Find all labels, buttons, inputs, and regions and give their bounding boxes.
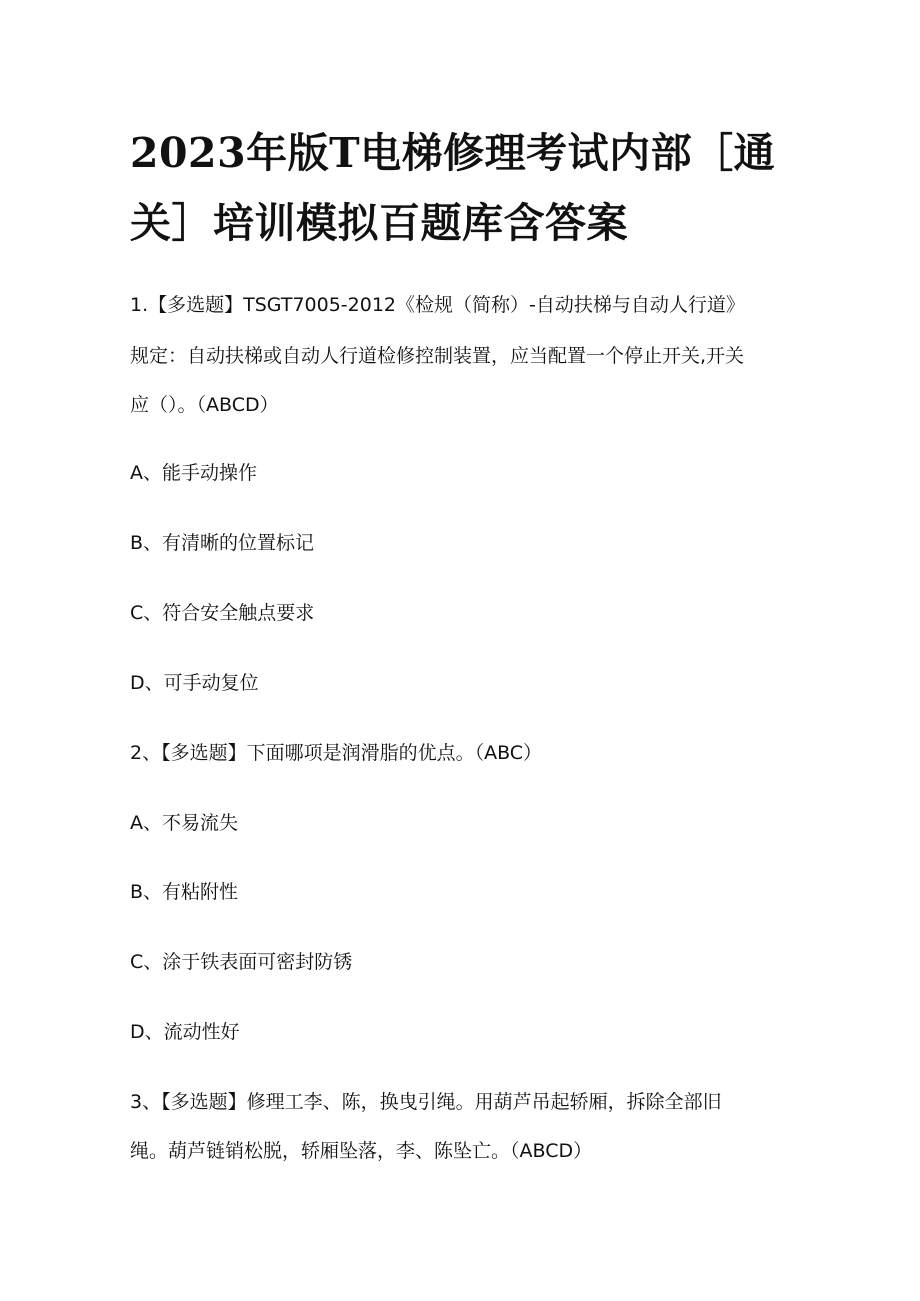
- question-2-option-b: B、有粘附性: [130, 881, 239, 903]
- question-2-option-a: A、不易流失: [130, 812, 238, 834]
- question-2-option-d: D、流动性好: [130, 1021, 240, 1043]
- question-1-option-d: D、可手动复位: [130, 672, 259, 694]
- question-2-option-c: C、涂于铁表面可密封防锈: [130, 951, 353, 973]
- question-1-option-a: A、能手动操作: [130, 462, 257, 484]
- question-2-line-1: 2、【多选题】下面哪项是润滑脂的优点。（ABC）: [130, 742, 543, 764]
- document-title: 2023年版T电梯修理考试内部［通关］培训模拟百题库含答案: [130, 129, 776, 247]
- question-1-line-1: 1.【多选题】TSGT7005-2012《检规（简称）-自动扶梯与自动人行道》: [130, 294, 745, 316]
- question-1-option-b: B、有清晰的位置标记: [130, 532, 315, 554]
- question-3-line-2: 绳。葫芦链销松脱，轿厢坠落，李、陈坠亡。（ABCD）: [130, 1140, 593, 1162]
- question-1-line-3: 应（）。（ABCD）: [130, 394, 279, 416]
- question-1-option-c: C、符合安全触点要求: [130, 602, 315, 624]
- question-1-line-2: 规定：自动扶梯或自动人行道检修控制装置，应当配置一个停止开关,开关: [130, 345, 745, 367]
- question-3-line-1: 3、【多选题】修理工李、陈，换曳引绳。用葫芦吊起轿厢，拆除全部旧: [130, 1091, 722, 1113]
